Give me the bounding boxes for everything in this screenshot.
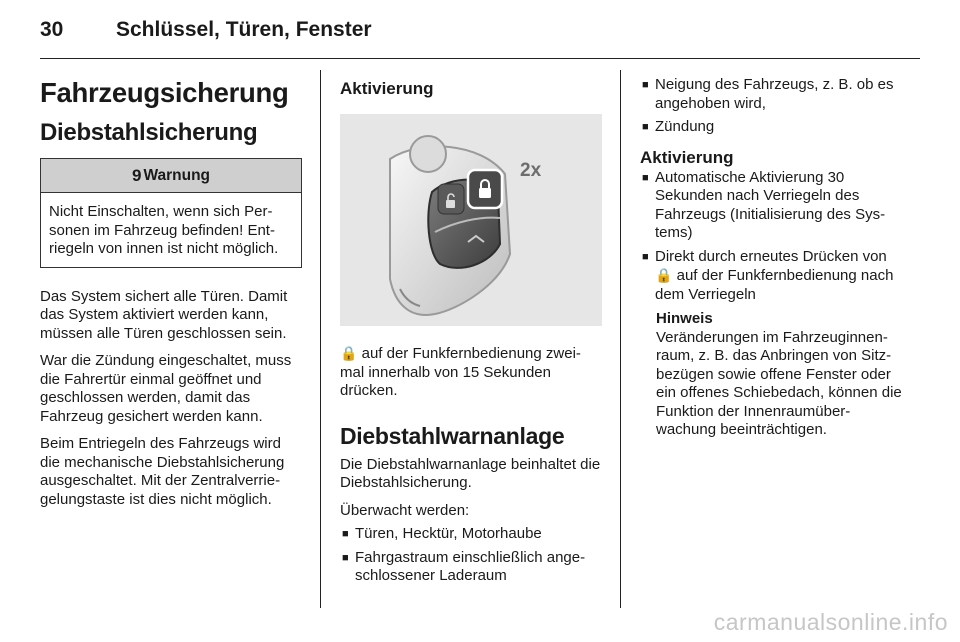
column-divider-2 — [620, 70, 621, 608]
alarm-title: Diebstahlwarnanlage — [340, 422, 565, 449]
watermark: carmanualsonline.info — [713, 609, 948, 635]
paragraph: Beim Entriegeln des Fahrzeugs wird die mechanische Diebstahlsicherung ausgeschaltet. Mit der Zentralverrie-gelungstaste ist dies nicht möglich. — [40, 435, 285, 508]
lock-icon: 🔒 — [340, 345, 358, 361]
press-count-label: 2x — [520, 160, 542, 181]
header-rule — [40, 58, 920, 59]
list-item: ■ Fahrgastraum einschließlich ange-schlossener Laderaum — [342, 548, 586, 584]
list-item: ■ Zündung — [642, 118, 715, 135]
section-title: Fahrzeugsicherung — [40, 77, 289, 108]
section-subtitle: Diebstahlsicherung — [40, 119, 258, 146]
list-item: ■ Direkt durch erneutes Drücken von 🔒 auf der Funkfernbedienung nach dem Verriegeln — [642, 247, 894, 303]
list-item: ■ Türen, Hecktür, Motorhaube — [342, 525, 542, 542]
column-1 — [40, 70, 302, 509]
paragraph: War die Zündung eingeschaltet, muss die Fahrertür einmal geöffnet und geschlossen werden, damit das Fahrzeug gesichert werden kann. — [40, 352, 292, 425]
activation-heading-2: Aktivierung — [640, 147, 734, 167]
list-item: ■ Automatische Aktivierung 30 Sekunden nach Verriegeln des Fahrzeugs (Initialisierung des Sys-tems) — [642, 168, 886, 241]
alarm-intro: Die Diebstahlwarnanlage beinhaltet die Diebstahlsicherung. — [340, 455, 601, 491]
monitored-list — [340, 525, 602, 586]
page-number: 30 — [40, 18, 64, 41]
activation-paragraph — [340, 344, 602, 401]
hint-box — [640, 310, 902, 440]
hint-text: Veränderungen im Fahrzeuginnen-raum, z. B. das Anbringen von Sitz-bezügen sowie offene Fenster oder ein offenes Schiebedach, können die Funktion der Innenraumüber-wachung beeinträchtigen. — [656, 328, 902, 438]
car-key-remote-icon — [340, 114, 602, 326]
monitored-label: Überwacht werden: — [340, 501, 470, 519]
paragraph: Das System sichert alle Türen. Damit das System aktiviert werden kann, müssen alle Türen geschlossen sein. — [40, 287, 288, 342]
activation-list — [640, 169, 902, 305]
warning-label: Warnung — [143, 166, 211, 184]
monitored-list-continued — [640, 76, 902, 137]
lock-icon: 🔒 — [655, 267, 673, 283]
key-remote-figure — [340, 114, 602, 326]
activation-heading: Aktivierung — [340, 79, 434, 98]
warning-text: Nicht Einschalten, wenn sich Per-sonen im Fahrzeug befinden! Ent-riegeln von innen ist nicht möglich. — [49, 203, 279, 257]
hint-title: Hinweis — [656, 310, 713, 327]
column-divider-1 — [320, 70, 321, 608]
warning-icon: 9 — [131, 165, 142, 185]
warning-box — [40, 158, 302, 268]
page-header — [40, 18, 920, 58]
activation-text: auf der Funkfernbedienung zwei-mal innerhalb von 15 Sekunden drücken. — [340, 345, 581, 399]
column-3 — [640, 70, 902, 440]
warning-header — [41, 159, 301, 193]
running-title: Schlüssel, Türen, Fenster — [116, 18, 372, 41]
list-item: ■ Neigung des Fahrzeugs, z. B. ob es angehoben wird, — [642, 76, 894, 112]
column-2 — [340, 70, 602, 586]
